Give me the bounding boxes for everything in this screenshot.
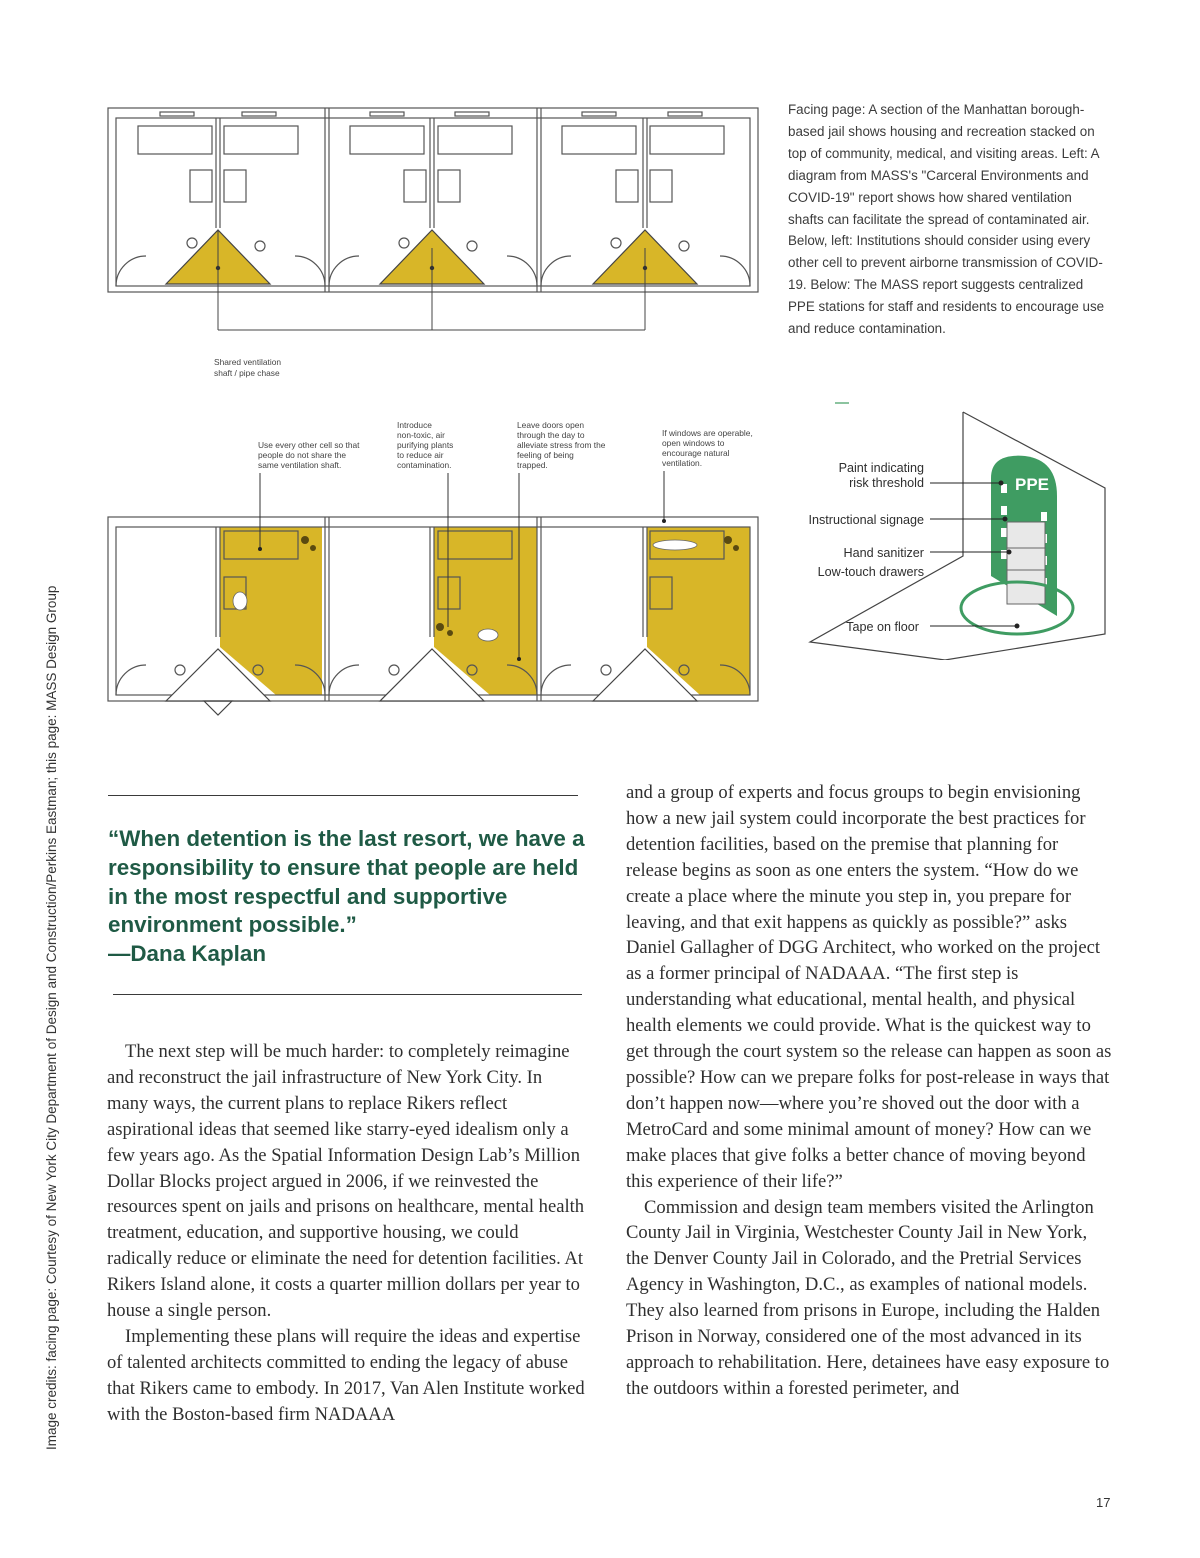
pull-quote bbox=[108, 825, 598, 969]
svg-text:open windows to: open windows to bbox=[662, 438, 725, 448]
svg-text:to reduce air: to reduce air bbox=[397, 450, 444, 460]
ppe-station-diagram bbox=[785, 398, 1110, 660]
body-paragraph: Implementing these plans will require the ideas and expertise of talented architects committed to ending the legacy of abuse that Rikers came to embody. In 2017, Van Alen Institute worked with the Boston-based firm NADAAA bbox=[107, 1325, 585, 1425]
window-strip bbox=[668, 112, 702, 116]
annotation-plants bbox=[397, 420, 453, 470]
svg-text:contamination.: contamination. bbox=[397, 460, 452, 470]
svg-text:alleviate stress from the: alleviate stress from the bbox=[517, 440, 606, 450]
window-strip bbox=[242, 112, 276, 116]
shaft-label-line1: Shared ventilation bbox=[214, 357, 282, 367]
shaft-label-line2: shaft / pipe chase bbox=[214, 368, 280, 378]
svg-text:non-toxic, air: non-toxic, air bbox=[397, 430, 445, 440]
label-signage: Instructional signage bbox=[808, 513, 924, 527]
svg-text:purifying plants: purifying plants bbox=[397, 440, 454, 450]
ventilation-plan-diagram bbox=[100, 98, 770, 388]
svg-text:same ventilation shaft.: same ventilation shaft. bbox=[258, 460, 342, 470]
label-sanitizer: Hand sanitizer bbox=[843, 546, 924, 560]
svg-text:through the day to: through the day to bbox=[517, 430, 585, 440]
quote-rule-top bbox=[108, 795, 578, 796]
svg-text:Introduce: Introduce bbox=[397, 420, 432, 430]
label-tape: Tape on floor bbox=[846, 620, 919, 634]
window-strip bbox=[160, 112, 194, 116]
svg-text:encourage natural: encourage natural bbox=[662, 448, 730, 458]
window-strip bbox=[582, 112, 616, 116]
svg-text:trapped.: trapped. bbox=[517, 460, 548, 470]
alternate-cell-plan-diagram bbox=[100, 415, 770, 735]
window-strip bbox=[455, 112, 489, 116]
body-paragraph: The next step will be much harder: to completely reimagine and reconstruct the jail infrastructure of New York City. In many ways, the current plans to replace Rikers reflect aspirational ideas that seemed like starry-eyed idealism only a few years ago. As the Spatial Information Design Lab’s Million Dollar Blocks project argued in 2006, if we reinvested the resources spent on jails and prisons on healthcare, mental health treatment, education, and supportive housing, we could radically reduce or eliminate the need for detention facilities. At Rikers Island alone, it costs a quarter million dollars per year to house a single person. bbox=[107, 1041, 585, 1322]
svg-text:ventilation.: ventilation. bbox=[662, 458, 703, 468]
image-credit: Image credits: facing page: Courtesy of New York City Department of Design and Construction/Perkins Eastman; this page: MASS Design Group bbox=[44, 585, 59, 1450]
body-column-left bbox=[107, 1039, 585, 1428]
body-paragraph: Commission and design team members visited the Arlington County Jail in Virginia, Westchester County Jail in New York, the Denver County Jail in Colorado, and the Pretrial Services Agency in Washington, D.C., as examples of national models. They also learned from prisons in Europe, including the Halden Prison in Norway, considered one of the most advanced in its approach to rehabilitation. Here, detainees have easy exposure to the outdoors within a forested perimeter, and bbox=[626, 1196, 1110, 1399]
low-touch-drawers-unit bbox=[1007, 522, 1045, 604]
pull-quote-text: “When detention is the last resort, we have a responsibility to ensure that people are held in the most respectful and supportive environment possible.” bbox=[108, 826, 585, 938]
svg-text:feeling of being: feeling of being bbox=[517, 450, 574, 460]
figure-caption: Facing page: A section of the Manhattan borough-based jail shows housing and recreation stacked on top of community, medical, and visiting areas. Left: A diagram from MASS's "Carceral Environments and COVID-19" report shows how shared ventilation shafts can facilitate the spread of contaminated air. Below, left: Institutions should consider using every other cell to prevent airborne transmission of COVID-19. Below: The MASS report suggests centralized PPE stations for staff and residents to encourage use and reduce contamination. bbox=[788, 102, 1105, 337]
svg-text:If windows are operable,: If windows are operable, bbox=[662, 428, 753, 438]
annotation-alternate-cells bbox=[258, 440, 360, 470]
annotation-windows bbox=[662, 428, 753, 468]
annotation-doors-open bbox=[517, 420, 606, 470]
pull-quote-attribution: —Dana Kaplan bbox=[108, 941, 267, 967]
svg-text:Use every other cell so that: Use every other cell so that bbox=[258, 440, 360, 450]
body-column-right bbox=[626, 780, 1112, 1402]
label-drawers: Low-touch drawers bbox=[817, 565, 924, 579]
window-strip bbox=[370, 112, 404, 116]
svg-text:people do not share the: people do not share the bbox=[258, 450, 347, 460]
quote-rule-bottom bbox=[113, 994, 582, 995]
label-paint-line1: Paint indicating bbox=[838, 461, 924, 475]
svg-text:Leave doors open: Leave doors open bbox=[517, 420, 585, 430]
label-paint-line2: risk threshold bbox=[849, 476, 924, 490]
occupied-cells bbox=[220, 527, 750, 695]
ppe-sign-text: PPE bbox=[1015, 475, 1050, 494]
body-paragraph: and a group of experts and focus groups to begin envisioning how a new jail system could incorporate the best practices for detention facilities, based on the premise that planning for release begins as soon as one enters the system. “How do we create a place where the minute you step in, you prepare for leaving, and that exit happens as quickly as possible?” asks Daniel Gallagher of DGG Architect, who worked on the project as a former principal of NADAAA. “The first step is understanding what educational, mental health, and physical health elements we could provide. What is the quickest way to get through the court system so the release can happen as soon as possible? How can we prepare folks for post-release in ways that don’t happen now—where you’re shoved out the door with a MetroCard and some minimal amount of money? How can we make places that give folks a better chance of moving beyond this experience of their life?” bbox=[626, 782, 1112, 1192]
page-number: 17 bbox=[1096, 1495, 1111, 1510]
